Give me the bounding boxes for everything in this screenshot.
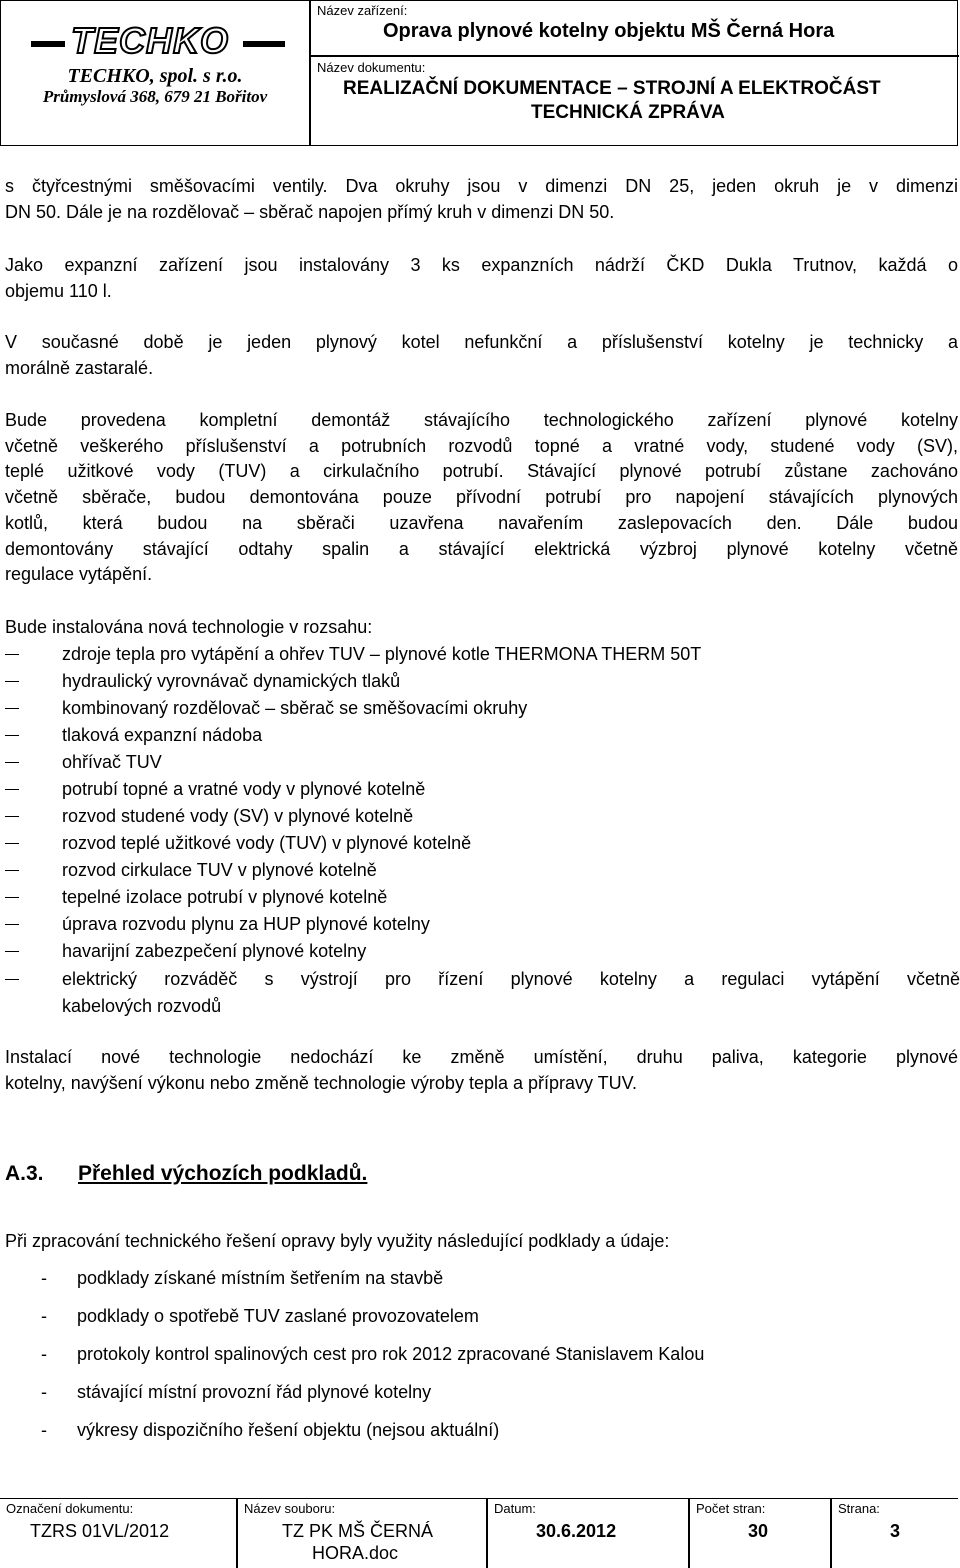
- dash-bullet: [5, 654, 19, 655]
- text-line: morálně zastaralé.: [5, 357, 154, 378]
- document-label: Název dokumentu:: [317, 60, 426, 75]
- facility-value: Oprava plynové kotelny objektu MŠ Černá Hora: [383, 20, 835, 42]
- list-item-text: ohřívač TUV: [62, 752, 162, 772]
- footer-doc-cell: [0, 1499, 236, 1568]
- footer-page-value: 3: [890, 1521, 901, 1541]
- dash-bullet: [5, 843, 19, 844]
- list-item-text: protokoly kontrol spalinových cest pro rok 2012 zpracované Stanislavem Kalou: [77, 1344, 705, 1364]
- list-item-text: tepelné izolace potrubí v plynové kotelně: [62, 887, 388, 907]
- text-line: V současné době je jeden plynový kotel nefunkční a příslušenství kotelny je technicky a: [5, 332, 958, 352]
- text-line: DN 50. Dále je na rozdělovač – sběrač napojen přímý kruh v dimenzi DN 50.: [5, 201, 615, 222]
- hyphen-bullet: -: [41, 1382, 47, 1402]
- footer-file-value-line1: TZ PK MŠ ČERNÁ: [282, 1521, 434, 1541]
- footer-page-cell: [832, 1499, 958, 1568]
- list-item-text: zdroje tepla pro vytápění a ohřev TUV – plynové kotle THERMONA THERM 50T: [62, 644, 702, 664]
- list-intro: [5, 615, 958, 641]
- footer-pages-cell: [690, 1499, 830, 1568]
- footer-doc-label: Označení dokumentu:: [6, 1501, 134, 1516]
- dash-bullet: [5, 870, 19, 871]
- list-item-text: podklady získané místním šetřením na stavbě: [77, 1268, 444, 1288]
- logo-text: TECHKO: [71, 20, 229, 61]
- dash-bullet: [5, 979, 19, 980]
- paragraph-current-state: [5, 330, 958, 381]
- dash-bullet: [5, 951, 19, 952]
- list-item-text: výkresy dispozičního řešení objektu (nejsou aktuální): [77, 1420, 500, 1440]
- list-item-text: kombinovaný rozdělovač – sběrač se směšovacími okruhy: [62, 698, 528, 718]
- company-address: Průmyslová 368, 679 21 Bořitov: [42, 87, 268, 106]
- document-header: [0, 0, 958, 146]
- hyphen-bullet: -: [41, 1268, 47, 1288]
- list-item-text: rozvod teplé užitkové vody (TUV) v plynové kotelně: [62, 833, 472, 853]
- footer-date-cell: [488, 1499, 688, 1568]
- list-item-text: podklady o spotřebě TUV zaslané provozovatelem: [77, 1306, 479, 1326]
- text-line: objemu 110 l.: [5, 280, 112, 301]
- text-line: Instalací nové technologie nedochází ke změně umístění, druhu paliva, kategorie plynové: [5, 1047, 958, 1067]
- document-footer: [0, 1498, 958, 1567]
- dash-bullet: [5, 762, 19, 763]
- text-line: Bude provedena kompletní demontáž stávajícího technologického zařízení plynové kotelny: [5, 410, 958, 430]
- section-number: A.3.: [5, 1162, 44, 1185]
- dash-bullet: [5, 897, 19, 898]
- dash-bullet: [5, 924, 19, 925]
- paragraph-dismantling: [5, 408, 958, 588]
- list-item-text: rozvod cirkulace TUV v plynové kotelně: [62, 860, 377, 880]
- dash-bullet: [5, 681, 19, 682]
- dash-bullet: [5, 708, 19, 709]
- dash-bullet: [5, 816, 19, 817]
- footer-file-cell: [238, 1499, 486, 1568]
- text-line: Jako expanzní zařízení jsou instalovány 3 ks expanzních nádrží ČKD Dukla Trutnov, každá o: [5, 255, 958, 275]
- footer-date-label: Datum:: [494, 1501, 536, 1516]
- document-value-line2: TECHNICKÁ ZPRÁVA: [531, 102, 725, 123]
- list-item-text: tlaková expanzní nádoba: [62, 725, 263, 745]
- header-divider: [309, 1, 311, 145]
- footer-pages-label: Počet stran:: [696, 1501, 766, 1516]
- hyphen-bullet: -: [41, 1420, 47, 1440]
- paragraph-mixing-valves: [5, 174, 958, 225]
- text-line: včetně sběrače, budou demontována pouze přívodní potrubí pro napojení stávajících plynových: [5, 487, 958, 508]
- text-line: demontovány stávající odtahy spalin a stávající elektrická výzbroj plynové kotelny včetně: [5, 538, 958, 559]
- logo-left-bar: [31, 41, 65, 47]
- footer-file-value-line2: HORA.doc: [312, 1543, 399, 1563]
- text-line: Bude instalována nová technologie v rozsahu:: [5, 617, 373, 637]
- text-line: teplé užitkové vody (TUV) a cirkulačního potrubí. Stávající plynové potrubí zůstane zachováno: [5, 461, 958, 482]
- paragraph-expansion: [5, 253, 958, 304]
- logo-right-bar: [243, 41, 285, 47]
- text-line: včetně veškerého příslušenství a potrubních rozvodů topné a vratné vody, studené vody (SV),: [5, 435, 958, 456]
- footer-page-label: Strana:: [838, 1501, 880, 1516]
- list-item-text: hydraulický vyrovnávač dynamických tlaků: [62, 671, 401, 691]
- text-line: regulace vytápění.: [5, 564, 153, 585]
- techko-logo: [31, 20, 285, 61]
- list-item-text: úprava rozvodu plynu za HUP plynové kotelny: [62, 914, 430, 934]
- text-line: Při zpracování technického řešení opravy byly využity následující podklady a údaje:: [5, 1231, 670, 1251]
- dash-bullet: [5, 735, 19, 736]
- dash-bullet: [5, 789, 19, 790]
- list-item-text: havarijní zabezpečení plynové kotelny: [62, 941, 367, 961]
- footer-date-value: 30.6.2012: [536, 1521, 617, 1541]
- footer-doc-value: TZRS 01VL/2012: [30, 1521, 170, 1541]
- text-line: kotlů, která budou na sběrači uzavřena navařením zaslepovacích den. Dále budou: [5, 512, 958, 533]
- hyphen-bullet: -: [41, 1344, 47, 1364]
- list-item-text: rozvod studené vody (SV) v plynové kotelně: [62, 806, 414, 826]
- list-item-text: stávající místní provozní řád plynové kotelny: [77, 1382, 432, 1402]
- document-value-line1: REALIZAČNÍ DOKUMENTACE – STROJNÍ A ELEKTROČÁST: [343, 78, 881, 99]
- paragraph-no-change: [5, 1045, 958, 1096]
- hyphen-bullet: -: [41, 1306, 47, 1326]
- section-title: Přehled výchozích podkladů.: [78, 1162, 368, 1185]
- list-item-text: potrubí topné a vratné vody v plynové kotelně: [62, 779, 426, 799]
- list-item-text: kabelových rozvodů: [62, 996, 222, 1016]
- footer-pages-value: 30: [748, 1521, 769, 1541]
- text-line: s čtyřcestnými směšovacími ventily. Dva okruhy jsou v dimenzi DN 25, jeden okruh je v dimenzi: [5, 176, 958, 196]
- company-name: TECHKO, spol. s r.o.: [67, 65, 243, 87]
- text-line: kotelny, navýšení výkonu nebo změně technologie výroby tepla a přípravy TUV.: [5, 1072, 638, 1093]
- footer-file-label: Název souboru:: [244, 1501, 336, 1516]
- sources-intro: [5, 1229, 958, 1255]
- header-hline: [309, 55, 959, 57]
- list-item-text: elektrický rozváděč s výstrojí pro řízení plynové kotelny a regulaci vytápění včetně: [62, 969, 960, 989]
- facility-label: Název zařízení:: [317, 3, 408, 18]
